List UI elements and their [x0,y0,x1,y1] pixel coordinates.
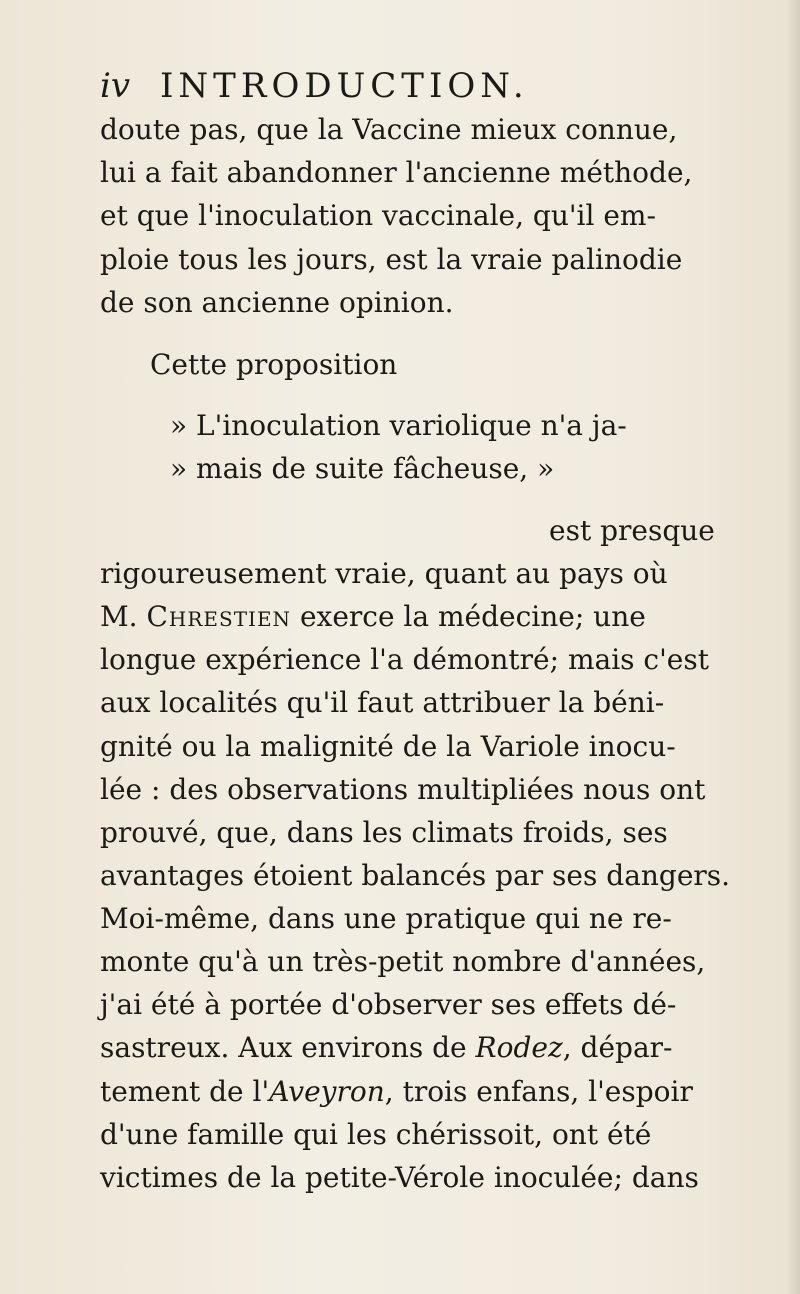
text-fragment: M. [100,600,147,633]
text-line: avantages étoient balancés par ses dangers. [100,859,731,892]
text-line [100,1072,693,1112]
paragraph-lead: Cette proposition [150,348,398,381]
text-fragment: tement de l' [100,1075,270,1108]
person-name: Chrestien [146,600,292,633]
text-fragment: exerce la médecine; une [291,600,646,633]
quote-line: » L'inoculation variolique n'a ja- [170,409,627,442]
text-line: est presque [549,514,715,547]
text-line: rigoureusement vraie, quant au pays où [100,557,668,590]
text-line: Moi-même, dans une pratique qui ne re- [100,902,672,935]
text-line: lée : des observations multipliées nous ont [100,773,706,806]
page-number: iv [100,66,131,106]
text-line: victimes de la petite-Vérole inoculée; dans [100,1161,699,1194]
text-line: et que l'inoculation vaccinale, qu'il em- [100,199,656,232]
text-fragment: sastreux. Aux environs de [100,1031,476,1064]
text-line: longue expérience l'a démontré; mais c'est [100,643,709,676]
text-line: monte qu'à un très-petit nombre d'années, [100,945,706,978]
page-header [100,66,529,106]
text-line: gnité ou la malignité de la Variole inocu- [100,730,676,763]
text-line: de son ancienne opinion. [100,286,454,319]
text-line: ploie tous les jours, est la vraie palinodie [100,243,683,276]
text-fragment: , trois enfans, l'espoir [384,1075,693,1108]
place-name: Aveyron [269,1075,385,1108]
text-line [100,597,646,637]
text-line: lui a fait abandonner l'ancienne méthode, [100,156,693,189]
text-fragment: , dépar- [562,1031,673,1064]
text-line: d'une famille qui les chérissoit, ont été [100,1118,652,1151]
text-line: prouvé, que, dans les climats froids, ses [100,816,668,849]
text-line: j'ai été à portée d'observer ses effets dé- [100,988,677,1021]
text-line [100,1028,672,1068]
place-name: Rodez [475,1031,563,1064]
text-line: aux localités qu'il faut attribuer la béni- [100,686,665,719]
running-title: INTRODUCTION. [160,66,529,106]
quote-line: » mais de suite fâcheuse, » [170,452,555,485]
page-edge-shadow [786,0,800,1294]
text-line: doute pas, que la Vaccine mieux connue, [100,113,678,146]
